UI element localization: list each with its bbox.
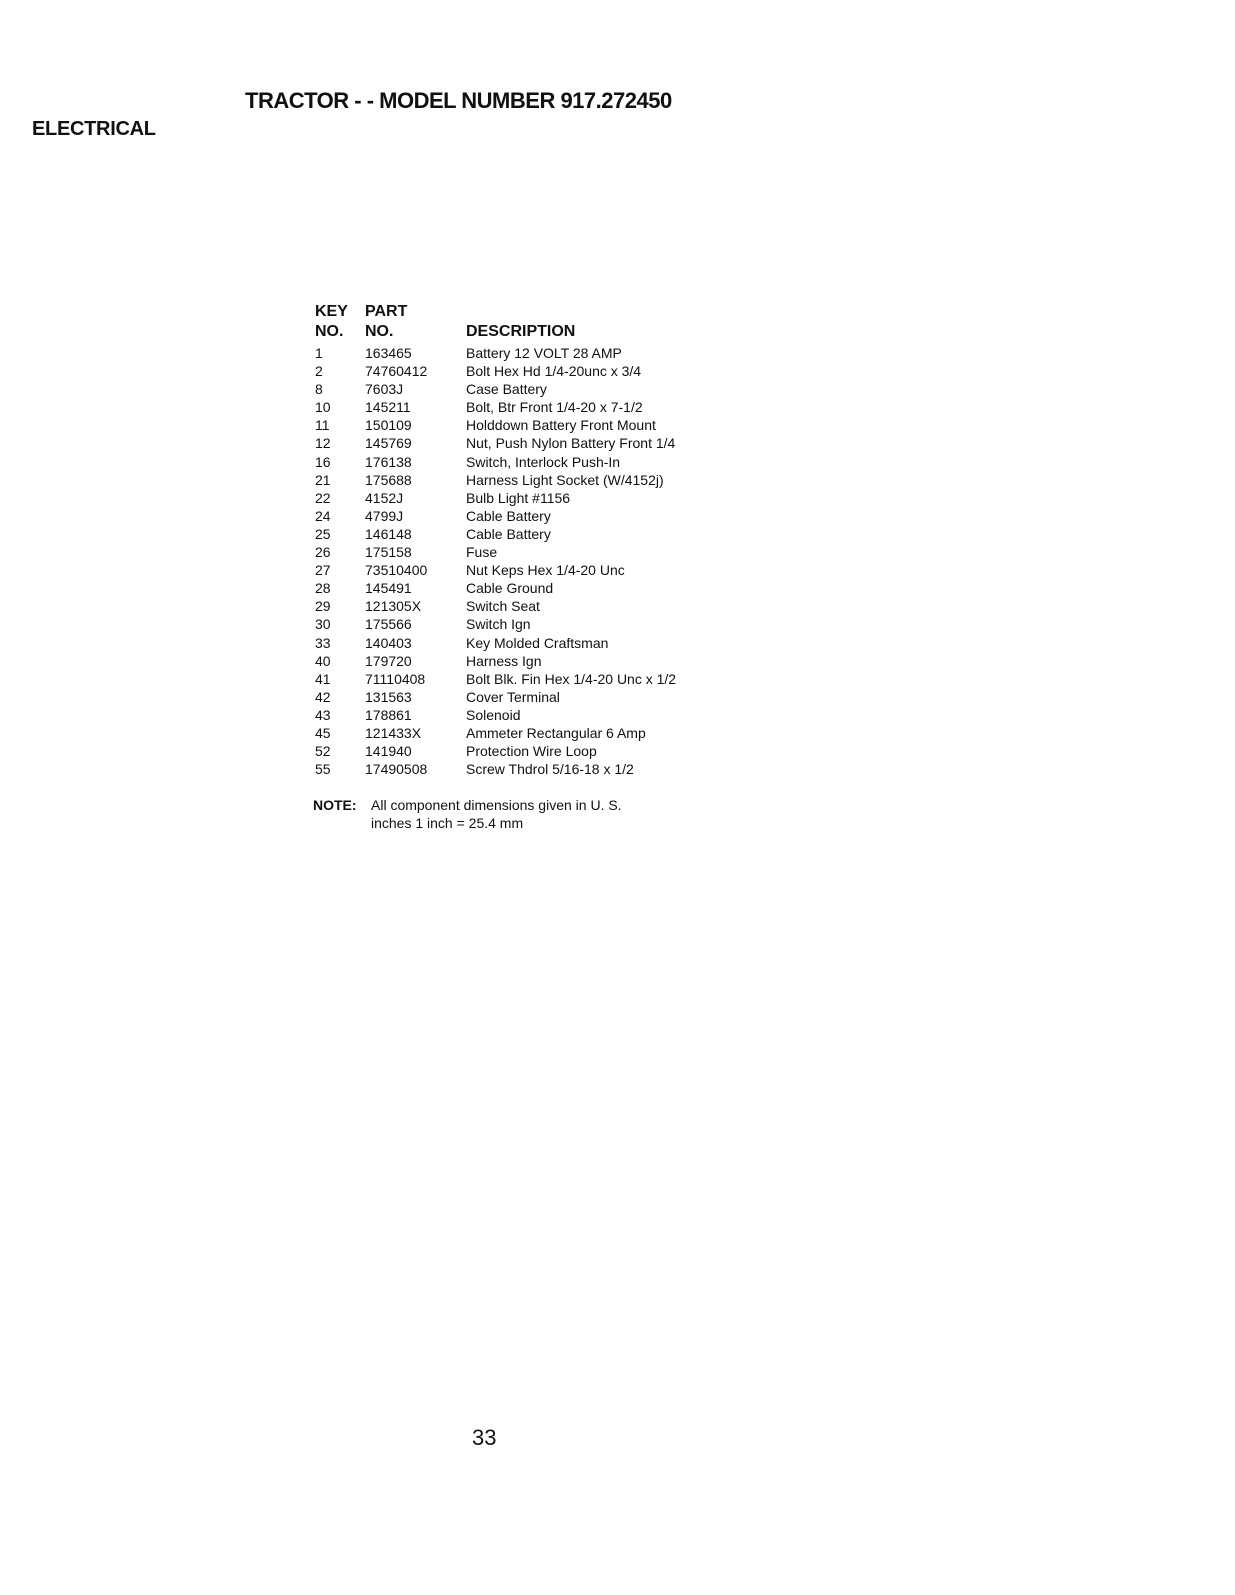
key-cell: 25 [315, 525, 331, 542]
description-cell: Screw Thdrol 5/16-18 x 1/2 [466, 761, 634, 778]
part-number-cell: 74760412 [365, 363, 428, 380]
part-number-cell: 121433X [365, 724, 422, 741]
part-number-cell: 4799J [365, 507, 404, 524]
key-cell: 26 [315, 544, 331, 561]
table-row [315, 525, 775, 543]
description-cell: Bolt Blk. Fin Hex 1/4-20 Unc x 1/2 [466, 670, 677, 687]
parts-list [315, 344, 775, 778]
table-row [315, 434, 775, 452]
part-number-cell: 150109 [365, 417, 412, 434]
description-cell: Switch Seat [466, 598, 540, 615]
header-row-2 [315, 322, 775, 342]
description-cell: Switch, Interlock Push-In [466, 453, 621, 470]
table-row [315, 489, 775, 507]
key-cell: 29 [315, 598, 331, 615]
part-number-cell: 121305X [365, 598, 422, 615]
key-cell: 28 [315, 580, 331, 597]
part-number-cell: 145491 [365, 580, 412, 597]
key-cell: 22 [315, 489, 331, 506]
description-cell: Holddown Battery Front Mount [466, 417, 656, 434]
table-row [315, 652, 775, 670]
table-row [315, 471, 775, 489]
part-number-cell: 145769 [365, 435, 412, 452]
key-cell: 41 [315, 670, 331, 687]
table-row [315, 579, 775, 597]
table-row [315, 760, 775, 778]
description-cell: Solenoid [466, 706, 521, 723]
description-cell: Cable Battery [466, 525, 551, 542]
header-row-1 [315, 302, 775, 322]
part-number-cell: 141940 [365, 743, 412, 760]
page-title: TRACTOR - - MODEL NUMBER 917.272450 [245, 88, 672, 113]
table-row [315, 380, 775, 398]
table-row [315, 688, 775, 706]
key-cell: 45 [315, 724, 331, 741]
table-row [315, 561, 775, 579]
table-row [315, 362, 775, 380]
description-cell: Key Molded Craftsman [466, 634, 609, 651]
key-cell: 1 [315, 345, 323, 361]
table-row [315, 507, 775, 525]
key-cell: 2 [315, 363, 323, 380]
table-row [315, 543, 775, 561]
description-cell: Harness Ign [466, 652, 542, 669]
part-number-cell: 4152J [365, 489, 404, 506]
key-cell: 8 [315, 381, 323, 398]
description-cell: Nut Keps Hex 1/4-20 Unc [466, 562, 625, 579]
description-header: DESCRIPTION [466, 323, 576, 340]
parts-table [315, 302, 775, 778]
description-cell: Bolt, Btr Front 1/4-20 x 7-1/2 [466, 399, 643, 416]
section-title: ELECTRICAL [32, 118, 156, 140]
table-row [315, 344, 775, 362]
part-number-cell: 175158 [365, 544, 412, 561]
part-header-line2: NO. [365, 323, 394, 340]
part-number-cell: 179720 [365, 652, 412, 669]
table-row [315, 453, 775, 471]
key-cell: 12 [315, 435, 331, 452]
note-text-2: inches 1 inch = 25.4 mm [371, 815, 524, 831]
description-cell: Nut, Push Nylon Battery Front 1/4 [466, 435, 676, 452]
description-cell: Cover Terminal [466, 688, 560, 705]
table-row [315, 724, 775, 742]
table-row [315, 706, 775, 724]
page-number: 33 [472, 1425, 497, 1450]
key-cell: 40 [315, 652, 331, 669]
table-row [315, 615, 775, 633]
key-cell: 21 [315, 471, 331, 488]
key-cell: 43 [315, 706, 331, 723]
note-line-1 [313, 796, 622, 814]
table-row [315, 634, 775, 652]
part-number-cell: 145211 [365, 399, 411, 416]
part-number-cell: 163465 [365, 345, 412, 361]
key-cell: 42 [315, 688, 331, 705]
part-number-cell: 178861 [365, 706, 412, 723]
header-spacer [466, 302, 775, 322]
description-cell: Cable Battery [466, 507, 551, 524]
table-row [315, 670, 775, 688]
key-header-line2: NO. [315, 323, 344, 340]
table-row [315, 742, 775, 760]
key-header-line1: KEY [315, 303, 348, 320]
part-number-cell: 140403 [365, 634, 412, 651]
part-number-cell: 73510400 [365, 562, 428, 579]
key-cell: 24 [315, 507, 331, 524]
key-cell: 11 [315, 417, 330, 434]
description-cell: Fuse [466, 544, 498, 561]
note-text-1: All component dimensions given in U. S. [371, 797, 622, 813]
description-cell: Battery 12 VOLT 28 AMP [466, 345, 622, 361]
key-cell: 30 [315, 616, 331, 633]
table-row [315, 597, 775, 615]
table-row [315, 398, 775, 416]
note [313, 796, 622, 832]
description-cell: Bulb Light #1156 [466, 489, 571, 506]
description-cell: Bolt Hex Hd 1/4-20unc x 3/4 [466, 363, 642, 380]
part-number-cell: 7603J [365, 381, 404, 398]
part-number-cell: 175566 [365, 616, 412, 633]
description-cell: Case Battery [466, 381, 547, 398]
part-number-cell: 17490508 [365, 761, 428, 778]
key-cell: 52 [315, 743, 331, 760]
key-cell: 33 [315, 634, 331, 651]
description-cell: Ammeter Rectangular 6 Amp [466, 724, 646, 741]
table-row [315, 416, 775, 434]
part-number-cell: 71110408 [365, 670, 426, 687]
description-cell: Harness Light Socket (W/4152j) [466, 471, 664, 488]
description-cell: Protection Wire Loop [466, 743, 597, 760]
part-number-cell: 175688 [365, 471, 412, 488]
part-number-cell: 131563 [365, 688, 412, 705]
part-number-cell: 176138 [365, 453, 412, 470]
key-cell: 10 [315, 399, 331, 416]
key-cell: 27 [315, 562, 331, 579]
key-cell: 16 [315, 453, 331, 470]
part-number-cell: 146148 [365, 525, 412, 542]
key-cell: 55 [315, 761, 331, 778]
description-cell: Switch Ign [466, 616, 531, 633]
description-cell: Cable Ground [466, 580, 554, 597]
note-label: NOTE: [313, 797, 357, 813]
part-header-line1: PART [365, 303, 408, 320]
